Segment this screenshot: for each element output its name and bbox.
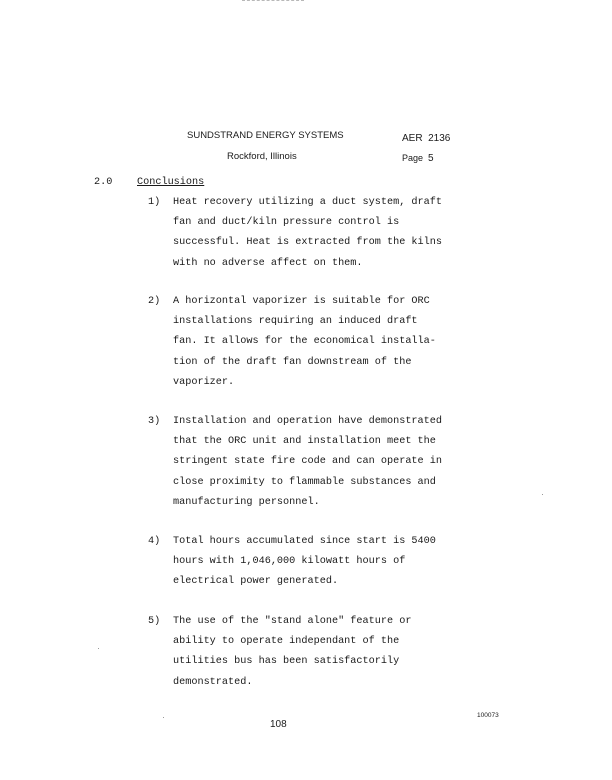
section-title: Conclusions bbox=[137, 177, 205, 188]
item-text-line: utilities bus has been satisfactorily bbox=[173, 656, 400, 668]
item-text-line: close proximity to flammable substances and bbox=[173, 476, 436, 488]
item-text-line: A horizontal vaporizer is suitable for ORC bbox=[173, 296, 430, 307]
item-text-line: that the ORC unit and installation meet the bbox=[173, 436, 436, 448]
item-text-line: hours with 1,046,000 kilowatt hours of bbox=[173, 556, 406, 568]
item-text-line: tion of the draft fan downstream of the bbox=[173, 356, 412, 368]
item-text-line: vaporizer. bbox=[173, 376, 235, 388]
report-number: 2136 bbox=[428, 133, 451, 144]
item-text-line: successful. Heat is extracted from the kilns bbox=[173, 237, 442, 249]
scan-mark bbox=[242, 0, 304, 3]
item-text-line: fan and duct/kiln pressure control is bbox=[173, 217, 400, 229]
item-number: 4) bbox=[148, 536, 161, 547]
page-label bbox=[402, 153, 434, 164]
footer-doc-code: 100073 bbox=[477, 712, 499, 719]
item-text-line: Heat recovery utilizing a duct system, draft bbox=[173, 197, 442, 208]
item-number: 1) bbox=[148, 197, 161, 208]
item-text-line: fan. It allows for the economical installa- bbox=[173, 336, 436, 348]
report-label-text: AER bbox=[402, 133, 423, 144]
item-text-line: demonstrated. bbox=[173, 676, 253, 688]
item-text-line: installations requiring an induced draft bbox=[173, 316, 418, 328]
item-text-line: The use of the "stand alone" feature or bbox=[173, 616, 412, 627]
item-text-line: Total hours accumulated since start is 5400 bbox=[173, 536, 436, 547]
scan-speck bbox=[98, 648, 99, 649]
report-label bbox=[402, 133, 450, 144]
page-label-text: Page bbox=[402, 153, 424, 163]
item-text-line: electrical power generated. bbox=[173, 576, 339, 588]
footer-page-number: 108 bbox=[270, 719, 287, 730]
company-name: SUNDSTRAND ENERGY SYSTEMS bbox=[187, 130, 344, 141]
item-text-line: ability to operate independant of the bbox=[173, 636, 400, 648]
item-text-line: with no adverse affect on them. bbox=[173, 257, 363, 269]
item-number: 5) bbox=[148, 616, 161, 627]
company-location: Rockford, Illinois bbox=[227, 151, 297, 162]
section-number: 2.0 bbox=[94, 177, 113, 188]
item-number: 2) bbox=[148, 296, 161, 307]
scan-speck bbox=[163, 717, 164, 718]
item-text-line: stringent state fire code and can operate in bbox=[173, 456, 442, 468]
scan-speck bbox=[542, 494, 543, 495]
item-text-line: manufacturing personnel. bbox=[173, 496, 320, 508]
item-number: 3) bbox=[148, 416, 161, 427]
item-text-line: Installation and operation have demonstrated bbox=[173, 416, 442, 427]
page-number-header: 5 bbox=[428, 153, 434, 164]
